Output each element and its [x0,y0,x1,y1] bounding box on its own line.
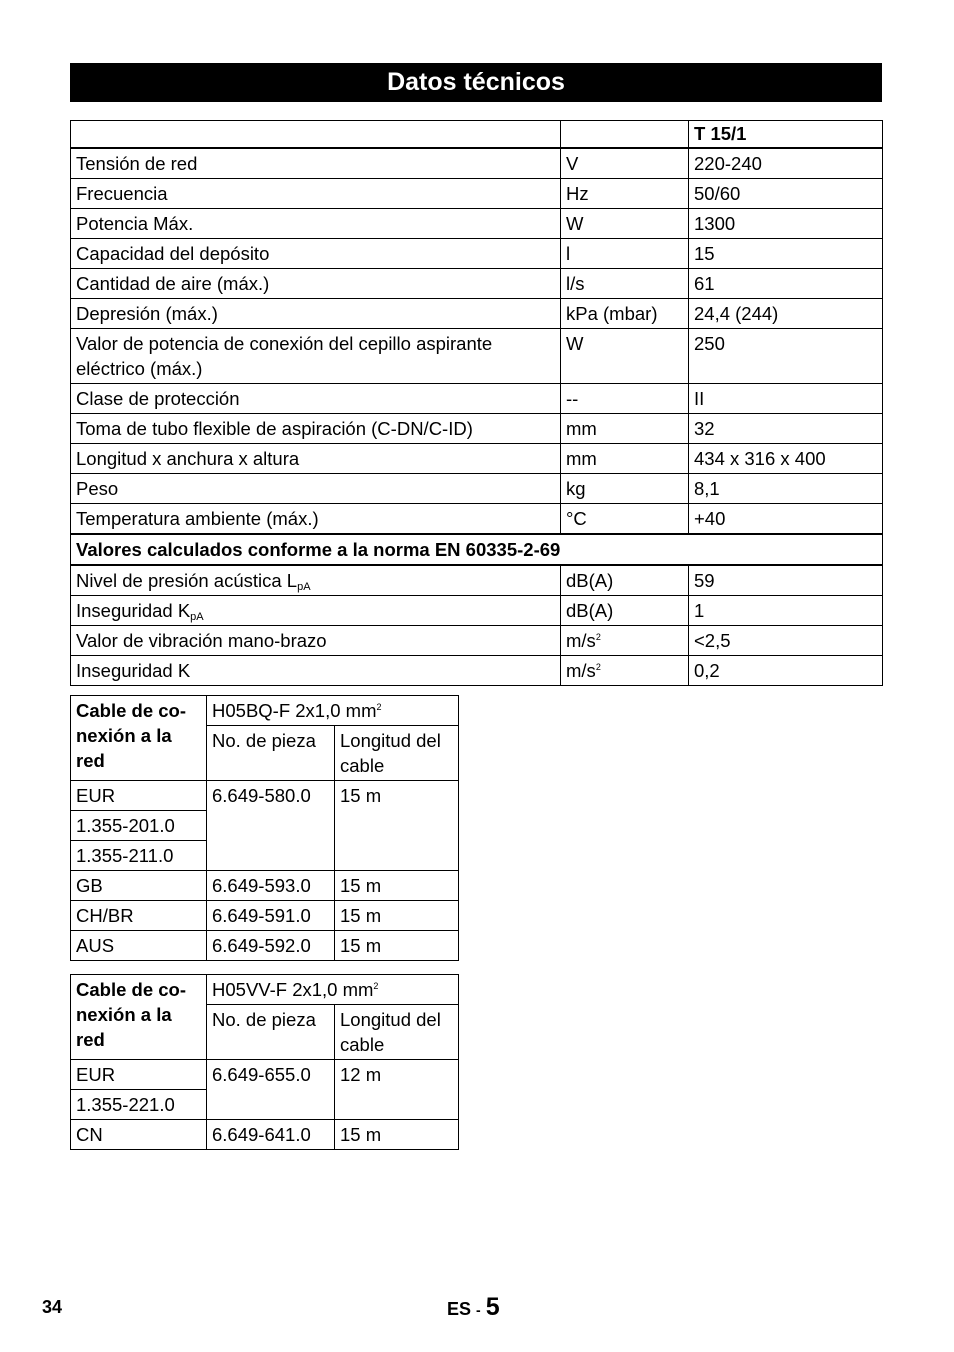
spec-value: II [689,384,883,414]
language-code: ES [447,1299,472,1319]
spec-value: 24,4 (244) [689,299,883,329]
table-row [71,269,883,299]
cable-length-cell: 15 m [335,781,459,871]
spec-unit: °C [561,504,689,535]
spec-label: Frecuencia [71,179,561,209]
table-row [71,179,883,209]
spec-value: 434 x 316 x 400 [689,444,883,474]
region-cell: 1.355-221.0 [71,1090,207,1120]
spec-unit: kPa (mbar) [561,299,689,329]
spec-value: 61 [689,269,883,299]
cable-length-header: Longitud del cable [335,1005,459,1060]
table-row [71,474,883,504]
spec-label: Tensión de red [71,148,561,179]
page-number: 34 [42,1297,63,1317]
table-row [71,239,883,269]
vibration-label: Inseguridad K [71,656,561,686]
table-row [71,781,459,811]
cable-type-superscript: 2 [376,702,382,712]
cable-table-h05vv [70,974,459,1150]
spec-label: Potencia Máx. [71,209,561,239]
spec-label: Depresión (máx.) [71,299,561,329]
cable-length-header: Longitud del cable [335,726,459,781]
vibration-unit [561,626,689,656]
cable-type [207,696,459,726]
spec-label: Temperatura ambiente (máx.) [71,504,561,535]
spec-value: 250 [689,329,883,384]
spec-value: 32 [689,414,883,444]
table-row [71,565,883,596]
part-number-cell: 6.649-591.0 [207,901,335,931]
spec-unit: l [561,239,689,269]
spec-value: 15 [689,239,883,269]
spec-label: Toma de tubo flexible de aspiración (C-DN/C-ID) [71,414,561,444]
noise-value: 1 [689,596,883,626]
spec-unit: W [561,209,689,239]
cable-length-cell: 12 m [335,1060,459,1120]
spec-value: 1300 [689,209,883,239]
vibration-value: 0,2 [689,656,883,686]
cable-length-cell: 15 m [335,1120,459,1150]
spec-label: Capacidad del depósito [71,239,561,269]
noise-unit: dB(A) [561,565,689,596]
spec-unit: W [561,329,689,384]
cable-type-text: H05VV-F 2x1,0 mm [212,979,374,1000]
noise-unit: dB(A) [561,596,689,626]
spec-label: Valor de potencia de conexión del cepillo aspirante eléctrico (máx.) [71,329,561,384]
region-cell: CH/BR [71,901,207,931]
spec-value: +40 [689,504,883,535]
cable-header-row [71,975,459,1005]
spec-unit: kg [561,474,689,504]
cable-type-text: H05BQ-F 2x1,0 mm [212,700,377,721]
table-row [71,626,883,656]
table-row [71,1120,459,1150]
table-row [71,299,883,329]
unit-superscript: 2 [595,662,601,672]
part-number-cell: 6.649-593.0 [207,871,335,901]
label-text: Nivel de presión acústica L [76,570,298,591]
part-number-header: No. de pieza [207,726,335,781]
part-number-cell: 6.649-641.0 [207,1120,335,1150]
cable-header: Cable de co-nexión a la red [71,696,207,781]
section-page-number: 5 [485,1293,500,1321]
table-row [71,329,883,384]
table-row [71,931,459,961]
section-page-code [447,1293,500,1322]
spec-label: Cantidad de aire (máx.) [71,269,561,299]
table-row [71,148,883,179]
cable-length-cell: 15 m [335,901,459,931]
page-title: Datos técnicos [70,63,882,102]
spec-label: Clase de protección [71,384,561,414]
region-cell: GB [71,871,207,901]
table-row [71,1060,459,1090]
cable-type-superscript: 2 [373,981,379,991]
label-text: Inseguridad K [76,600,191,621]
spec-unit: l/s [561,269,689,299]
region-cell: EUR [71,781,207,811]
unit-superscript: 2 [595,632,601,642]
table-row [71,596,883,626]
cable-length-cell: 15 m [335,871,459,901]
region-cell: CN [71,1120,207,1150]
region-cell: AUS [71,931,207,961]
spec-unit: V [561,148,689,179]
header-empty-cell [561,121,689,149]
label-subscript: pA [190,611,204,623]
table-row [71,414,883,444]
table-row [71,209,883,239]
noise-label [71,596,561,626]
vibration-value: <2,5 [689,626,883,656]
section-header-row [71,534,883,565]
part-number-cell: 6.649-592.0 [207,931,335,961]
part-number-cell: 6.649-580.0 [207,781,335,871]
noise-label [71,565,561,596]
label-subscript: pA [297,581,311,593]
cable-header-row [71,696,459,726]
table-row [71,444,883,474]
table-row [71,871,459,901]
spec-unit: Hz [561,179,689,209]
cable-table-h05bq [70,695,459,961]
table-row [71,384,883,414]
region-cell: 1.355-201.0 [71,811,207,841]
spec-value: 220-240 [689,148,883,179]
model-header: T 15/1 [689,121,883,149]
cable-header: Cable de co-nexión a la red [71,975,207,1060]
region-cell: 1.355-211.0 [71,841,207,871]
code-separator: - [476,1302,481,1318]
spec-label: Longitud x anchura x altura [71,444,561,474]
header-empty-cell [71,121,561,149]
spec-unit: mm [561,444,689,474]
region-cell: EUR [71,1060,207,1090]
unit-text: m/s [566,660,596,681]
unit-text: m/s [566,630,596,651]
spec-unit: mm [561,414,689,444]
table-row [71,504,883,535]
table-header-row [71,121,883,149]
spec-unit: -- [561,384,689,414]
spec-value: 50/60 [689,179,883,209]
part-number-cell: 6.649-655.0 [207,1060,335,1120]
part-number-header: No. de pieza [207,1005,335,1060]
vibration-unit [561,656,689,686]
spec-value: 8,1 [689,474,883,504]
spec-label: Peso [71,474,561,504]
noise-value: 59 [689,565,883,596]
section-header: Valores calculados conforme a la norma EN 60335-2-69 [71,534,883,565]
cable-length-cell: 15 m [335,931,459,961]
table-row [71,901,459,931]
cable-type [207,975,459,1005]
table-row [71,656,883,686]
vibration-label: Valor de vibración mano-brazo [71,626,561,656]
technical-data-table [70,120,883,686]
